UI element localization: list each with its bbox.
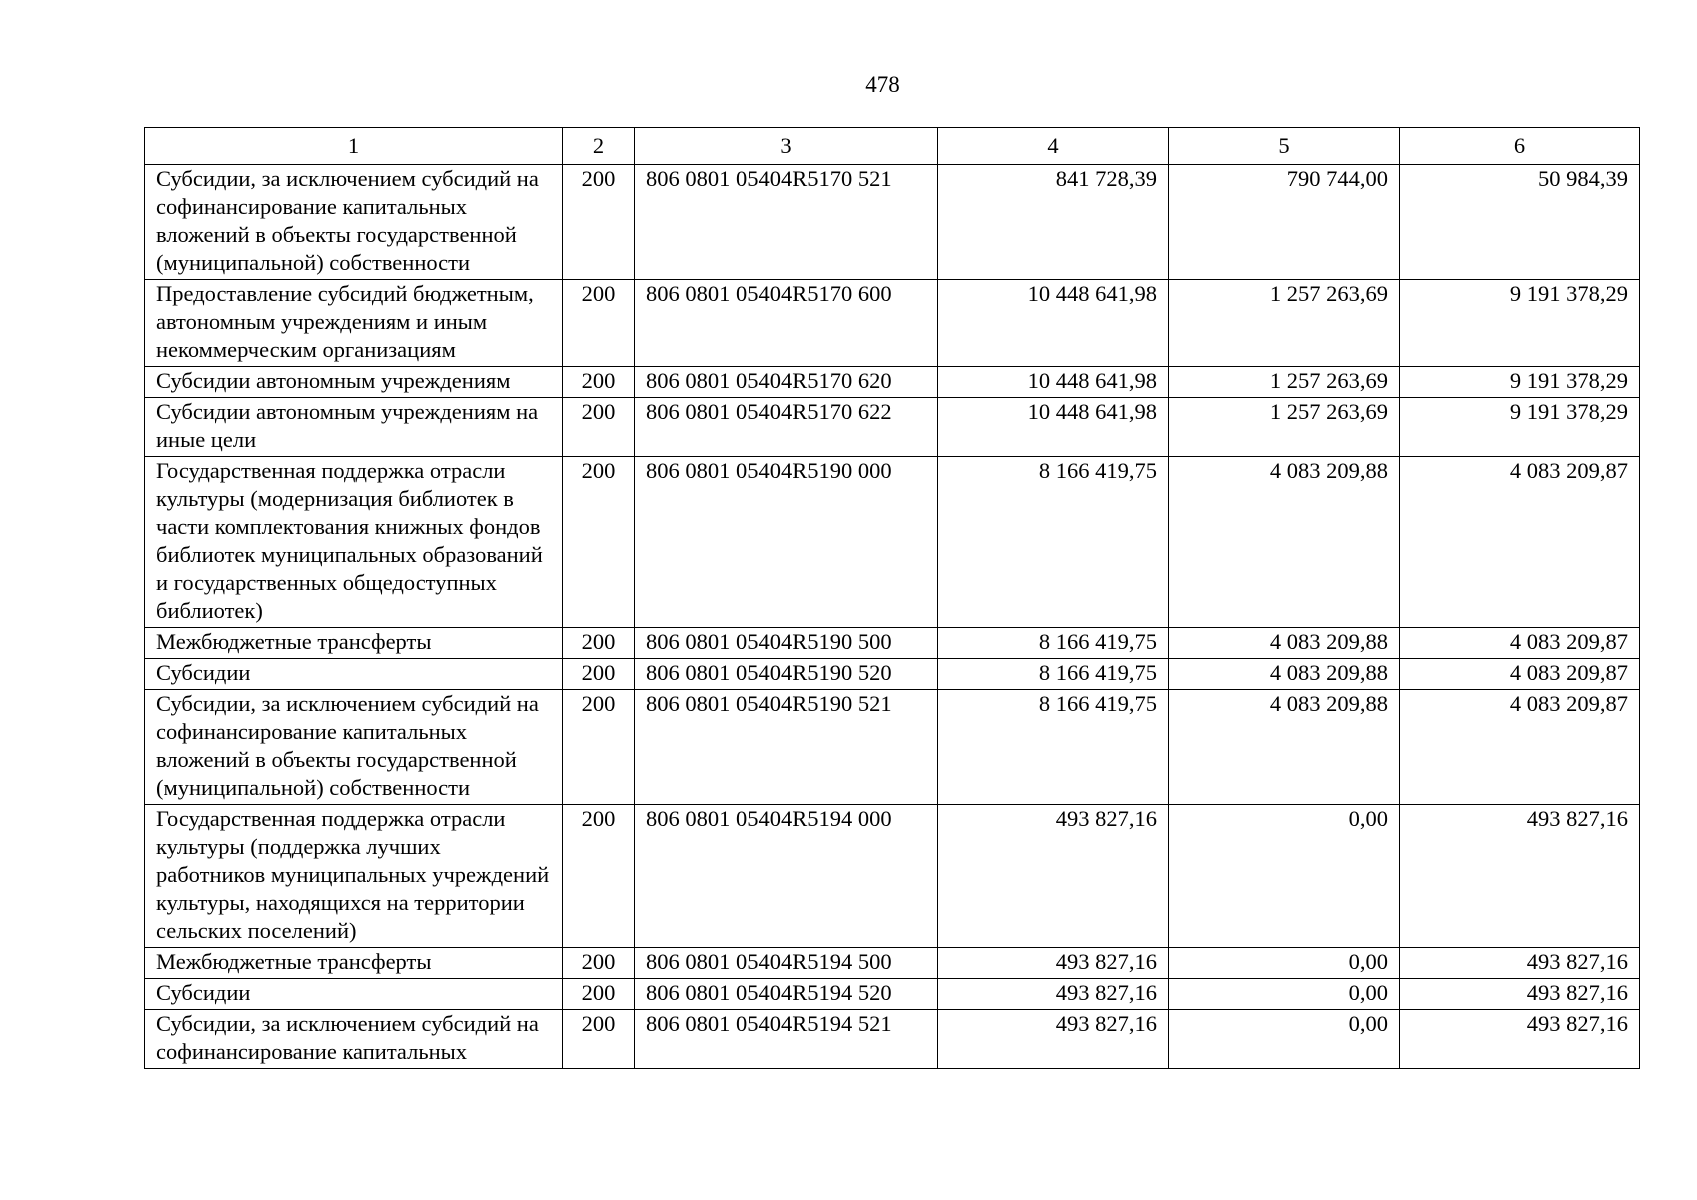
table-row bbox=[145, 398, 1640, 457]
row-value-col4: 10 448 641,98 bbox=[938, 367, 1169, 398]
row-name: Государственная поддержка отрасли культуры (поддержка лучших работников муниципальных учреждений культуры, находящихся на территории сельских поселений) bbox=[145, 805, 563, 948]
row-code: 200 bbox=[563, 1010, 635, 1069]
row-name: Субсидии bbox=[145, 979, 563, 1010]
row-kbk: 806 0801 05404R5190 500 bbox=[635, 628, 938, 659]
row-kbk: 806 0801 05404R5190 520 bbox=[635, 659, 938, 690]
row-name: Субсидии bbox=[145, 659, 563, 690]
table-row bbox=[145, 280, 1640, 367]
table-row bbox=[145, 690, 1640, 805]
row-value-col6: 4 083 209,87 bbox=[1400, 659, 1640, 690]
row-value-col4: 10 448 641,98 bbox=[938, 280, 1169, 367]
row-code: 200 bbox=[563, 367, 635, 398]
row-code: 200 bbox=[563, 628, 635, 659]
row-value-col6: 9 191 378,29 bbox=[1400, 398, 1640, 457]
row-value-col4: 841 728,39 bbox=[938, 165, 1169, 280]
row-value-col4: 8 166 419,75 bbox=[938, 628, 1169, 659]
row-name: Субсидии автономным учреждениям на иные цели bbox=[145, 398, 563, 457]
column-header-5: 5 bbox=[1169, 128, 1400, 165]
row-value-col4: 493 827,16 bbox=[938, 948, 1169, 979]
header-row bbox=[145, 128, 1640, 165]
row-value-col4: 10 448 641,98 bbox=[938, 398, 1169, 457]
table-header bbox=[145, 128, 1640, 165]
row-kbk: 806 0801 05404R5194 000 bbox=[635, 805, 938, 948]
row-value-col6: 493 827,16 bbox=[1400, 1010, 1640, 1069]
row-name: Предоставление субсидий бюджетным, автономным учреждениям и иным некоммерческим организациям bbox=[145, 280, 563, 367]
row-kbk: 806 0801 05404R5194 500 bbox=[635, 948, 938, 979]
row-value-col6: 9 191 378,29 bbox=[1400, 280, 1640, 367]
table-row bbox=[145, 659, 1640, 690]
row-value-col4: 8 166 419,75 bbox=[938, 659, 1169, 690]
row-value-col5: 1 257 263,69 bbox=[1169, 280, 1400, 367]
row-value-col4: 493 827,16 bbox=[938, 805, 1169, 948]
row-name: Межбюджетные трансферты bbox=[145, 628, 563, 659]
table-row bbox=[145, 457, 1640, 628]
table-row bbox=[145, 367, 1640, 398]
row-code: 200 bbox=[563, 398, 635, 457]
row-name: Межбюджетные трансферты bbox=[145, 948, 563, 979]
row-value-col5: 790 744,00 bbox=[1169, 165, 1400, 280]
row-value-col5: 1 257 263,69 bbox=[1169, 367, 1400, 398]
row-code: 200 bbox=[563, 979, 635, 1010]
row-name: Субсидии автономным учреждениям bbox=[145, 367, 563, 398]
row-value-col5: 0,00 bbox=[1169, 805, 1400, 948]
row-value-col6: 4 083 209,87 bbox=[1400, 457, 1640, 628]
row-value-col5: 0,00 bbox=[1169, 948, 1400, 979]
column-header-1: 1 bbox=[145, 128, 563, 165]
row-value-col6: 493 827,16 bbox=[1400, 948, 1640, 979]
row-kbk: 806 0801 05404R5194 520 bbox=[635, 979, 938, 1010]
row-value-col6: 4 083 209,87 bbox=[1400, 690, 1640, 805]
row-kbk: 806 0801 05404R5190 521 bbox=[635, 690, 938, 805]
row-value-col5: 0,00 bbox=[1169, 1010, 1400, 1069]
column-header-2: 2 bbox=[563, 128, 635, 165]
table-row bbox=[145, 805, 1640, 948]
row-value-col6: 493 827,16 bbox=[1400, 979, 1640, 1010]
row-value-col4: 493 827,16 bbox=[938, 979, 1169, 1010]
row-value-col6: 9 191 378,29 bbox=[1400, 367, 1640, 398]
row-code: 200 bbox=[563, 948, 635, 979]
row-kbk: 806 0801 05404R5170 521 bbox=[635, 165, 938, 280]
row-value-col5: 0,00 bbox=[1169, 979, 1400, 1010]
row-value-col4: 493 827,16 bbox=[938, 1010, 1169, 1069]
row-name: Субсидии, за исключением субсидий на софинансирование капитальных bbox=[145, 1010, 563, 1069]
budget-table bbox=[144, 127, 1640, 1069]
table-body bbox=[145, 165, 1640, 1069]
row-code: 200 bbox=[563, 659, 635, 690]
row-kbk: 806 0801 05404R5170 622 bbox=[635, 398, 938, 457]
row-code: 200 bbox=[563, 165, 635, 280]
row-name: Субсидии, за исключением субсидий на софинансирование капитальных вложений в объекты государственной (муниципальной) собственности bbox=[145, 165, 563, 280]
row-code: 200 bbox=[563, 690, 635, 805]
table-row bbox=[145, 165, 1640, 280]
row-value-col4: 8 166 419,75 bbox=[938, 457, 1169, 628]
row-value-col5: 4 083 209,88 bbox=[1169, 628, 1400, 659]
row-value-col6: 4 083 209,87 bbox=[1400, 628, 1640, 659]
table-row bbox=[145, 628, 1640, 659]
page-number: 478 bbox=[865, 72, 900, 97]
table-row bbox=[145, 948, 1640, 979]
row-name: Государственная поддержка отрасли культуры (модернизация библиотек в части комплектования книжных фондов библиотек муниципальных образований и государственных общедоступных библиотек) bbox=[145, 457, 563, 628]
row-kbk: 806 0801 05404R5194 521 bbox=[635, 1010, 938, 1069]
row-kbk: 806 0801 05404R5190 000 bbox=[635, 457, 938, 628]
row-code: 200 bbox=[563, 805, 635, 948]
column-header-3: 3 bbox=[635, 128, 938, 165]
table-row bbox=[145, 979, 1640, 1010]
column-header-6: 6 bbox=[1400, 128, 1640, 165]
row-value-col4: 8 166 419,75 bbox=[938, 690, 1169, 805]
row-kbk: 806 0801 05404R5170 620 bbox=[635, 367, 938, 398]
row-value-col5: 4 083 209,88 bbox=[1169, 659, 1400, 690]
row-value-col6: 493 827,16 bbox=[1400, 805, 1640, 948]
row-value-col5: 4 083 209,88 bbox=[1169, 690, 1400, 805]
row-value-col5: 1 257 263,69 bbox=[1169, 398, 1400, 457]
column-header-4: 4 bbox=[938, 128, 1169, 165]
table-row bbox=[145, 1010, 1640, 1069]
row-kbk: 806 0801 05404R5170 600 bbox=[635, 280, 938, 367]
row-code: 200 bbox=[563, 280, 635, 367]
row-value-col5: 4 083 209,88 bbox=[1169, 457, 1400, 628]
row-code: 200 bbox=[563, 457, 635, 628]
row-name: Субсидии, за исключением субсидий на софинансирование капитальных вложений в объекты государственной (муниципальной) собственности bbox=[145, 690, 563, 805]
row-value-col6: 50 984,39 bbox=[1400, 165, 1640, 280]
